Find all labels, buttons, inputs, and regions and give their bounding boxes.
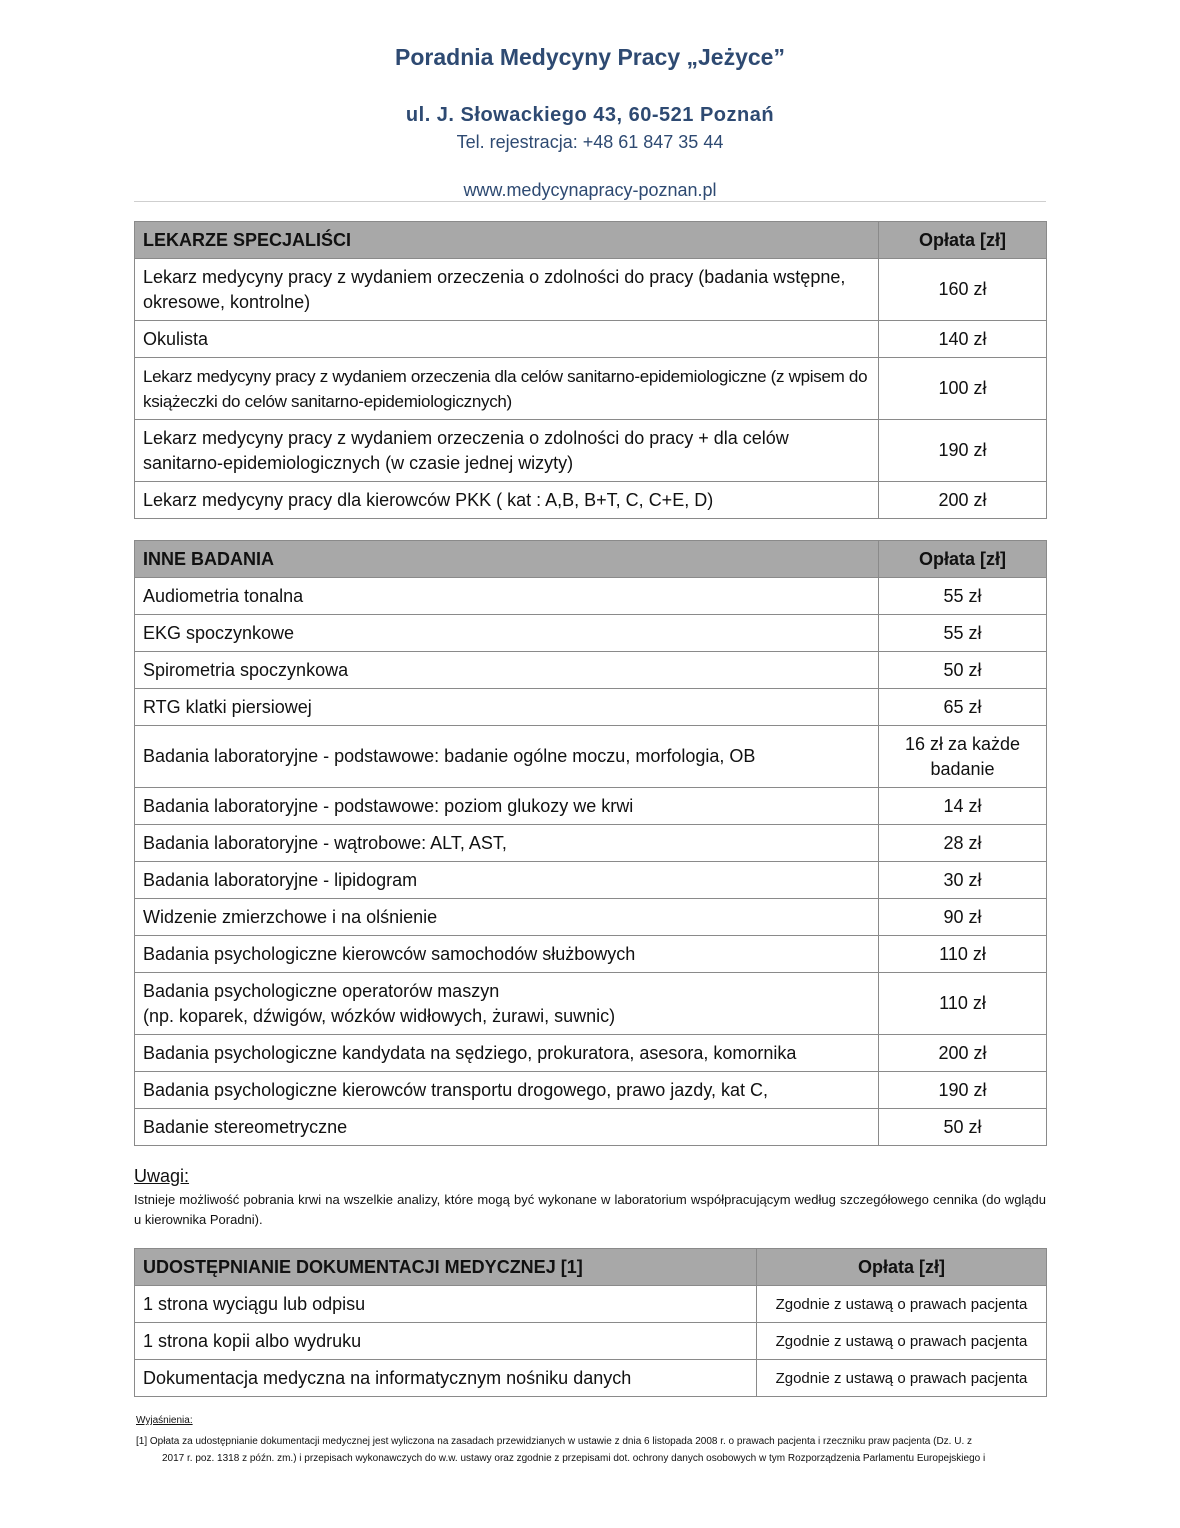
service-fee: 55 zł [879, 615, 1047, 652]
service-name: RTG klatki piersiowej [135, 689, 879, 726]
service-fee: 30 zł [879, 862, 1047, 899]
service-fee: Zgodnie z ustawą o prawach pacjenta [757, 1323, 1047, 1360]
service-name: Badania laboratoryjne - podstawowe: badanie ogólne moczu, morfologia, OB [135, 726, 879, 788]
table-row [135, 1072, 1047, 1109]
fee-header: Opłata [zł] [757, 1249, 1047, 1286]
service-fee: 50 zł [879, 1109, 1047, 1146]
service-name: Badania psychologiczne kandydata na sędziego, prokuratora, asesora, komornika [135, 1035, 879, 1072]
service-fee: Zgodnie z ustawą o prawach pacjenta [757, 1286, 1047, 1323]
service-name: Badania laboratoryjne - lipidogram [135, 862, 879, 899]
service-fee: 140 zł [879, 321, 1047, 358]
service-name: Lekarz medycyny pracy dla kierowców PKK ( kat : A,B, B+T, C, C+E, D) [135, 482, 879, 519]
clinic-phone: Tel. rejestracja: +48 61 847 35 44 [456, 132, 724, 152]
service-fee: 190 zł [879, 420, 1047, 482]
service-fee: 160 zł [879, 259, 1047, 321]
other-tests-header: INNE BADANIA [135, 541, 879, 578]
service-name: 1 strona kopii albo wydruku [135, 1323, 757, 1360]
service-name: Lekarz medycyny pracy z wydaniem orzeczenia dla celów sanitarno-epidemiologiczne (z wpisem do książeczki do celów sanitarno-epidemiologicznych) [135, 358, 879, 420]
service-name: Badania laboratoryjne - wątrobowe: ALT, AST, [135, 825, 879, 862]
explanations-title: Wyjaśnienia: [136, 1415, 193, 1426]
service-name: Widzenie zmierzchowe i na olśnienie [135, 899, 879, 936]
table-header-row [135, 541, 1047, 578]
specialists-table [134, 221, 1047, 519]
service-fee: 190 zł [879, 1072, 1047, 1109]
service-name: Dokumentacja medyczna na informatycznym nośniku danych [135, 1360, 757, 1397]
service-name: Badania psychologiczne kierowców samochodów służbowych [135, 936, 879, 973]
specialists-header: LEKARZE SPECJALIŚCI [135, 222, 879, 259]
service-fee: Zgodnie z ustawą o prawach pacjenta [757, 1360, 1047, 1397]
table-row [135, 899, 1047, 936]
table-row [135, 788, 1047, 825]
table-row [135, 652, 1047, 689]
service-name-line2: (np. koparek, dźwigów, wózków widłowych, żurawi, suwnic) [143, 1005, 616, 1026]
table-row [135, 1035, 1047, 1072]
service-name: Badanie stereometryczne [135, 1109, 879, 1146]
service-fee: 50 zł [879, 652, 1047, 689]
service-name: EKG spoczynkowe [135, 615, 879, 652]
service-fee: 55 zł [879, 578, 1047, 615]
header-divider [134, 201, 1046, 202]
table-header-row [135, 222, 1047, 259]
service-name: Lekarz medycyny pracy z wydaniem orzeczenia o zdolności do pracy + dla celów sanitarno-epidemiologicznych (w czasie jednej wizyty) [135, 420, 879, 482]
fee-header: Opłata [zł] [879, 222, 1047, 259]
clinic-website: www.medycynapracy-poznan.pl [463, 180, 717, 200]
table-row [135, 1286, 1047, 1323]
table-row [135, 321, 1047, 358]
service-fee: 200 zł [879, 1035, 1047, 1072]
service-name: Lekarz medycyny pracy z wydaniem orzeczenia o zdolności do pracy (badania wstępne, okresowe, kontrolne) [135, 259, 879, 321]
clinic-address: ul. J. Słowackiego 43, 60-521 Poznań [405, 104, 775, 126]
service-name [135, 1072, 879, 1109]
service-fee: 28 zł [879, 825, 1047, 862]
service-name: Audiometria tonalna [135, 578, 879, 615]
table-row [135, 689, 1047, 726]
table-row [135, 1323, 1047, 1360]
table-header-row [135, 1249, 1047, 1286]
service-name: Badania laboratoryjne - podstawowe: poziom glukozy we krwi [135, 788, 879, 825]
table-row [135, 726, 1047, 788]
service-name: 1 strona wyciągu lub odpisu [135, 1286, 757, 1323]
table-row [135, 973, 1047, 1035]
service-name: Okulista [135, 321, 879, 358]
table-row [135, 825, 1047, 862]
other-tests-table [134, 540, 1047, 1146]
service-fee: 14 zł [879, 788, 1047, 825]
documentation-table [134, 1248, 1047, 1397]
table-row [135, 358, 1047, 420]
table-row [135, 578, 1047, 615]
service-fee: 200 zł [879, 482, 1047, 519]
table-row [135, 862, 1047, 899]
table-row [135, 482, 1047, 519]
service-fee: 16 zł za każde badanie [879, 726, 1047, 788]
service-fee: 65 zł [879, 689, 1047, 726]
documentation-header: UDOSTĘPNIANIE DOKUMENTACJI MEDYCZNEJ [1] [135, 1249, 757, 1286]
service-fee: 110 zł [879, 973, 1047, 1035]
service-fee: 90 zł [879, 899, 1047, 936]
service-name-text: Badania psychologiczne kierowców transportu drogowego, prawo jazdy, kat C, [143, 1079, 768, 1100]
service-fee: 100 zł [879, 358, 1047, 420]
table-row [135, 420, 1047, 482]
service-name [135, 973, 879, 1035]
table-row [135, 1360, 1047, 1397]
table-row [135, 1109, 1047, 1146]
service-name-line1: Badania psychologiczne operatorów maszyn [143, 980, 500, 1001]
table-row [135, 936, 1047, 973]
table-row [135, 615, 1047, 652]
notes-text: Istnieje możliwość pobrania krwi na wszelkie analizy, które mogą być wykonane w laboratorium współpracującym według szczegółowego cennika (do wglądu u kierownika Poradni). [134, 1192, 1046, 1227]
fee-header: Opłata [zł] [879, 541, 1047, 578]
explanation-line-1: [1] Opłata za udostępnianie dokumentacji medycznej jest wyliczona na zasadach przewidzianych w ustawie z dnia 6 listopada 2008 r. o prawach pacjenta i rzeczniku praw pacjenta (Dz. U. z [136, 1436, 973, 1447]
service-name: Spirometria spoczynkowa [135, 652, 879, 689]
table-row [135, 259, 1047, 321]
explanations-text [136, 1433, 1046, 1467]
clinic-title: Poradnia Medycyny Pracy „Jeżyce” [395, 44, 785, 70]
notes-title: Uwagi: [134, 1166, 190, 1186]
explanation-line-2: 2017 r. poz. 1318 z późn. zm.) i przepisach wykonawczych do w.w. ustawy oraz zgodnie z przepisami dot. ochrony danych osobowych w tym Rozporządzenia Parlamentu Europejskiego i [162, 1453, 986, 1464]
service-fee: 110 zł [879, 936, 1047, 973]
